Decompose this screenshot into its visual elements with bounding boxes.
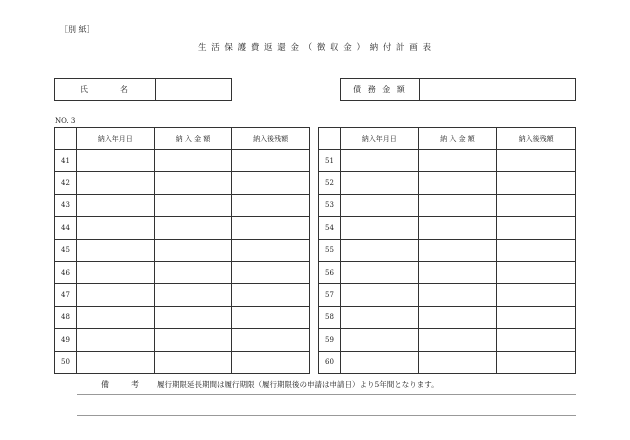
sheet-number: NO. 3: [55, 117, 76, 125]
name-label: 氏 名: [55, 79, 156, 100]
payment-amount-cell[interactable]: [154, 284, 232, 306]
row-number: 55: [319, 239, 341, 261]
remarks-text: 履行期限延長期間は履行期限（履行期限後の申請は申請日）より5年間となります。: [157, 380, 439, 389]
row-number: 48: [55, 306, 77, 328]
row-number: 53: [319, 194, 341, 216]
column-header: 納 入 金 額: [154, 128, 232, 150]
payment-date-cell[interactable]: [340, 217, 418, 239]
remaining-balance-cell[interactable]: [497, 172, 576, 194]
row-number: 46: [55, 261, 77, 283]
payment-date-cell[interactable]: [340, 261, 418, 283]
document-title: 生 活 保 護 費 返 還 金 （ 徴 収 金 ） 納 付 計 画 表: [198, 43, 432, 53]
payment-date-cell[interactable]: [76, 329, 154, 351]
payment-date-cell[interactable]: [76, 306, 154, 328]
table-row: [55, 194, 310, 216]
row-number: 49: [55, 329, 77, 351]
payment-date-cell[interactable]: [340, 172, 418, 194]
table-row: [319, 284, 576, 306]
table-row: [319, 306, 576, 328]
table-header-row: [319, 128, 576, 150]
column-header: 納入年月日: [340, 128, 418, 150]
remaining-balance-cell[interactable]: [232, 351, 310, 373]
column-header: 納入後残額: [497, 128, 576, 150]
row-number: 43: [55, 194, 77, 216]
table-row: [319, 351, 576, 373]
payment-amount-cell[interactable]: [418, 306, 497, 328]
row-number: 56: [319, 261, 341, 283]
payment-date-cell[interactable]: [76, 194, 154, 216]
payment-date-cell[interactable]: [340, 306, 418, 328]
row-number: 54: [319, 217, 341, 239]
row-number: 44: [55, 217, 77, 239]
payment-date-cell[interactable]: [76, 239, 154, 261]
column-header: 納入後残額: [232, 128, 310, 150]
payment-date-cell[interactable]: [340, 150, 418, 172]
table-row: [55, 351, 310, 373]
remaining-balance-cell[interactable]: [497, 329, 576, 351]
table-row: [319, 239, 576, 261]
header-number: [55, 128, 77, 150]
payment-date-cell[interactable]: [76, 261, 154, 283]
payment-date-cell[interactable]: [340, 329, 418, 351]
attachment-label: ［別 紙］: [60, 25, 95, 34]
table-row: [55, 217, 310, 239]
table-row: [55, 239, 310, 261]
table-row: [319, 261, 576, 283]
remaining-balance-cell[interactable]: [497, 217, 576, 239]
row-number: 52: [319, 172, 341, 194]
remaining-balance-cell[interactable]: [232, 150, 310, 172]
payment-amount-cell[interactable]: [418, 284, 497, 306]
row-number: 47: [55, 284, 77, 306]
payment-amount-cell[interactable]: [154, 150, 232, 172]
payment-amount-cell[interactable]: [154, 194, 232, 216]
remaining-balance-cell[interactable]: [232, 194, 310, 216]
remaining-balance-cell[interactable]: [497, 261, 576, 283]
table-row: [319, 172, 576, 194]
payment-amount-cell[interactable]: [418, 329, 497, 351]
remaining-balance-cell[interactable]: [232, 261, 310, 283]
remaining-balance-cell[interactable]: [232, 306, 310, 328]
row-number: 42: [55, 172, 77, 194]
table-row: [319, 194, 576, 216]
table-row: [319, 217, 576, 239]
payment-amount-cell[interactable]: [418, 351, 497, 373]
column-header: 納 入 金 額: [418, 128, 497, 150]
payment-table-right: [318, 127, 576, 374]
payment-amount-cell[interactable]: [418, 217, 497, 239]
payment-date-cell[interactable]: [76, 351, 154, 373]
table-header-row: [55, 128, 310, 150]
remaining-balance-cell[interactable]: [232, 172, 310, 194]
remaining-balance-cell[interactable]: [232, 217, 310, 239]
column-header: 納入年月日: [76, 128, 154, 150]
payment-date-cell[interactable]: [340, 351, 418, 373]
table-row: [55, 261, 310, 283]
payment-date-cell[interactable]: [76, 284, 154, 306]
row-number: 58: [319, 306, 341, 328]
table-row: [55, 284, 310, 306]
payment-amount-cell[interactable]: [418, 172, 497, 194]
payment-amount-cell[interactable]: [154, 172, 232, 194]
table-row: [55, 150, 310, 172]
remarks-line-1: [77, 394, 576, 395]
payment-amount-cell[interactable]: [418, 194, 497, 216]
remaining-balance-cell[interactable]: [497, 284, 576, 306]
row-number: 50: [55, 351, 77, 373]
payment-amount-cell[interactable]: [418, 261, 497, 283]
payment-amount-cell[interactable]: [154, 261, 232, 283]
row-number: 57: [319, 284, 341, 306]
row-number: 59: [319, 329, 341, 351]
payment-date-cell[interactable]: [76, 172, 154, 194]
table-row: [55, 306, 310, 328]
remaining-balance-cell[interactable]: [497, 239, 576, 261]
header-number: [319, 128, 341, 150]
table-row: [55, 329, 310, 351]
payment-amount-cell[interactable]: [154, 329, 232, 351]
debt-amount-box: [340, 78, 576, 101]
payment-amount-cell[interactable]: [154, 239, 232, 261]
remarks-label: 備 考: [101, 380, 141, 389]
table-row: [319, 150, 576, 172]
row-number: 45: [55, 239, 77, 261]
remarks-line-2: [77, 415, 576, 416]
remaining-balance-cell[interactable]: [497, 306, 576, 328]
payment-amount-cell[interactable]: [154, 351, 232, 373]
table-row: [319, 329, 576, 351]
remaining-balance-cell[interactable]: [497, 150, 576, 172]
remaining-balance-cell[interactable]: [232, 239, 310, 261]
payment-amount-cell[interactable]: [154, 217, 232, 239]
name-box: [54, 78, 232, 101]
debt-amount-label: 債 務 金 額: [341, 79, 420, 100]
row-number: 41: [55, 150, 77, 172]
payment-amount-cell[interactable]: [418, 150, 497, 172]
payment-date-cell[interactable]: [340, 239, 418, 261]
payment-date-cell[interactable]: [340, 194, 418, 216]
table-row: [55, 172, 310, 194]
payment-date-cell[interactable]: [76, 217, 154, 239]
row-number: 60: [319, 351, 341, 373]
payment-table-left: [54, 127, 310, 374]
remaining-balance-cell[interactable]: [232, 329, 310, 351]
remaining-balance-cell[interactable]: [232, 284, 310, 306]
payment-amount-cell[interactable]: [418, 239, 497, 261]
payment-date-cell[interactable]: [76, 150, 154, 172]
row-number: 51: [319, 150, 341, 172]
remaining-balance-cell[interactable]: [497, 194, 576, 216]
payment-date-cell[interactable]: [340, 284, 418, 306]
remaining-balance-cell[interactable]: [497, 351, 576, 373]
payment-amount-cell[interactable]: [154, 306, 232, 328]
